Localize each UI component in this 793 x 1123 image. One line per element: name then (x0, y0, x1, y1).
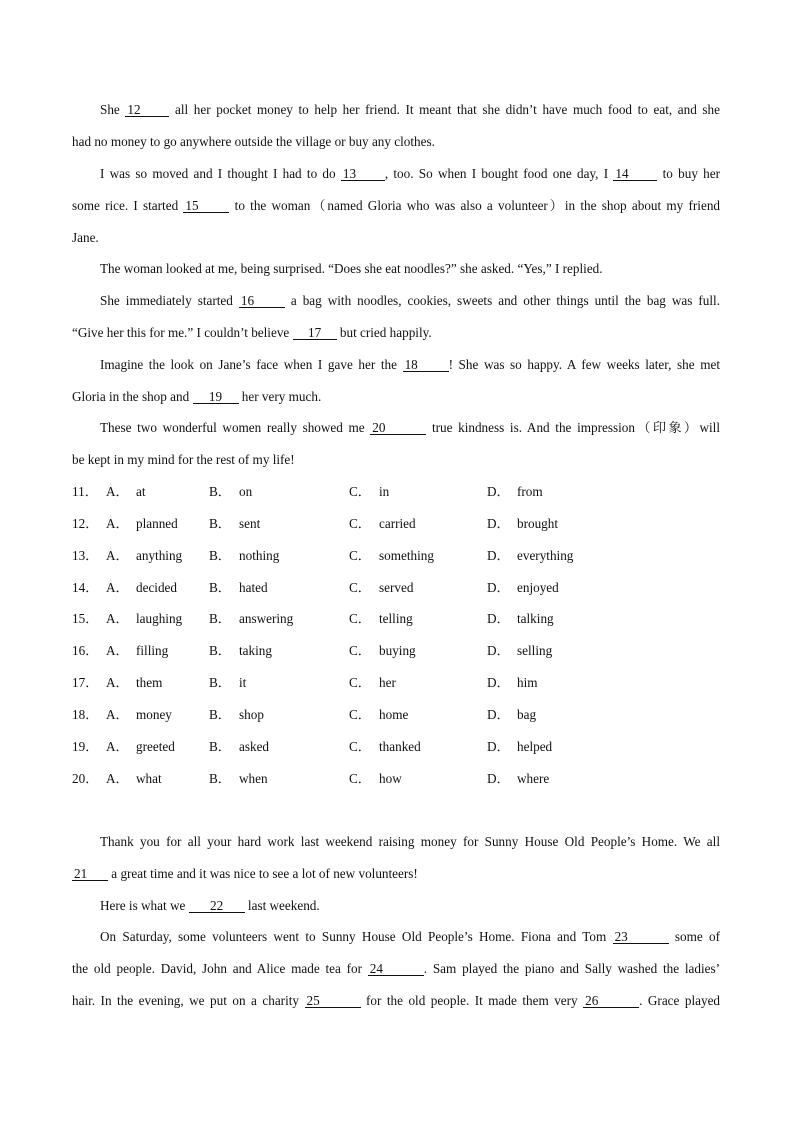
blank-14[interactable]: 14 (613, 167, 657, 181)
question-option-b[interactable] (209, 675, 246, 691)
option-label: A． (106, 515, 129, 531)
option-text: bag (517, 706, 537, 722)
question-option-b[interactable] (209, 580, 268, 596)
option-text: selling (517, 643, 553, 659)
option-text: thanked (379, 738, 421, 754)
passage1-line-2: had no money to go anywhere outside the village or buy any clothes. (72, 134, 435, 149)
option-text: her (379, 675, 396, 691)
question-number: 20． (72, 770, 99, 786)
question-option-a[interactable] (72, 675, 162, 691)
question-option-a[interactable] (72, 643, 168, 659)
blank-20[interactable]: 20 (370, 421, 426, 435)
option-label: C． (349, 611, 371, 627)
option-label: B． (209, 547, 231, 563)
option-label: A． (106, 770, 129, 786)
option-label: B． (209, 706, 231, 722)
option-text: planned (136, 515, 178, 531)
question-option-a[interactable] (72, 739, 175, 755)
question-option-c[interactable] (349, 484, 389, 500)
option-label: A． (106, 675, 129, 691)
option-label: D． (487, 579, 510, 595)
question-option-a[interactable] (72, 580, 177, 596)
option-label: A． (106, 738, 129, 754)
question-option-d[interactable] (487, 580, 559, 596)
question-number: 15． (72, 611, 99, 627)
option-label: B． (209, 515, 231, 531)
question-row (72, 643, 720, 659)
option-text: sent (239, 515, 261, 531)
question-number: 11． (72, 484, 98, 499)
option-label: D． (487, 484, 510, 499)
option-label: C． (349, 770, 371, 786)
question-row (72, 548, 720, 564)
question-row (72, 484, 720, 500)
option-text: home (379, 706, 409, 722)
question-option-b[interactable] (209, 611, 293, 627)
option-label: C． (349, 706, 371, 722)
option-text: telling (379, 611, 413, 627)
option-label: A． (106, 706, 129, 722)
question-option-d[interactable] (487, 739, 552, 755)
option-text: buying (379, 643, 416, 659)
question-option-d[interactable] (487, 707, 536, 723)
option-text: helped (517, 738, 553, 754)
blank-26[interactable]: 26 (583, 994, 639, 1008)
question-number: 19． (72, 738, 99, 754)
option-text: it (239, 675, 247, 691)
option-label: D． (487, 770, 510, 786)
option-label: B． (209, 643, 231, 659)
option-text: everything (517, 547, 574, 563)
option-text: carried (379, 515, 416, 531)
option-text: filling (136, 643, 169, 659)
question-row (72, 580, 720, 596)
passage1-line-11: These two wonderful women really showed me 20 true kindness is. And the impression（印象）will (100, 420, 720, 435)
question-option-a[interactable] (72, 771, 162, 787)
question-number: 13． (72, 547, 99, 563)
option-label: B． (209, 611, 231, 627)
passage2-line-3: Here is what we 22 last weekend. (100, 898, 320, 913)
option-label: B． (209, 738, 231, 754)
option-text: laughing (136, 611, 183, 627)
passage1-line-1: She 12 all her pocket money to help her friend. It meant that she didn’t have much food to eat, and she (100, 102, 721, 117)
blank-17[interactable]: 17 (293, 326, 337, 340)
blank-19[interactable]: 19 (193, 390, 239, 404)
option-label: C． (349, 547, 371, 563)
question-option-b[interactable] (209, 771, 268, 787)
option-text: served (379, 579, 414, 595)
blank-12[interactable]: 12 (125, 103, 169, 117)
question-option-a[interactable] (72, 548, 182, 564)
question-row (72, 516, 720, 532)
question-option-b[interactable] (209, 643, 272, 659)
question-option-c[interactable] (349, 516, 416, 532)
passage1-line-3: I was so moved and I thought I had to do 13 , too. So when I bought food one day, I 14 to buy her (100, 166, 720, 181)
option-label: A． (106, 547, 129, 563)
question-option-b[interactable] (209, 484, 252, 500)
option-text: from (517, 484, 543, 499)
blank-16[interactable]: 16 (239, 294, 285, 308)
option-text: money (136, 706, 172, 722)
blank-15[interactable]: 15 (183, 199, 229, 213)
question-option-a[interactable] (72, 707, 172, 723)
question-option-b[interactable] (209, 707, 264, 723)
passage1-line-9: Imagine the look on Jane’s face when I gave her the 18 ! She was so happy. A few weeks later, she met (100, 357, 720, 372)
passage2-line-6: hair. In the evening, we put on a charity 25 for the old people. It made them very 26 . Grace played (72, 993, 721, 1008)
option-text: where (517, 770, 550, 786)
question-option-b[interactable] (209, 516, 260, 532)
passage1-line-8: “Give her this for me.” I couldn’t believe 17 but cried happily. (72, 325, 432, 340)
passage1-line-12: be kept in my mind for the rest of my life! (72, 452, 295, 467)
question-number: 14． (72, 579, 99, 595)
blank-18[interactable]: 18 (403, 358, 449, 372)
option-label: D． (487, 706, 510, 722)
option-text: anything (136, 547, 183, 563)
question-option-c[interactable] (349, 771, 402, 787)
question-option-a[interactable] (72, 611, 182, 627)
passage2-line-2: 21 a great time and it was nice to see a lot of new volunteers! (74, 866, 418, 881)
question-option-d[interactable] (487, 643, 552, 659)
question-option-a[interactable] (72, 484, 146, 500)
question-row (72, 771, 720, 787)
option-label: A． (106, 611, 129, 627)
question-option-c[interactable] (349, 643, 416, 659)
option-label: D． (487, 547, 510, 563)
question-option-d[interactable] (487, 484, 543, 500)
option-label: D． (487, 611, 510, 627)
question-option-c[interactable] (349, 548, 434, 564)
option-label: B． (209, 770, 231, 786)
question-row (72, 739, 720, 755)
question-row (72, 611, 720, 627)
option-label: C． (349, 515, 371, 531)
option-label: A． (106, 643, 129, 659)
option-label: D． (487, 738, 510, 754)
blank-13[interactable]: 13 (341, 167, 385, 181)
option-text: what (136, 770, 162, 786)
option-label: A． (106, 484, 129, 499)
question-option-d[interactable] (487, 516, 558, 532)
option-text: brought (517, 515, 559, 531)
option-label: B． (209, 484, 231, 499)
question-option-a[interactable] (72, 516, 178, 532)
option-text: something (379, 547, 434, 563)
option-text: taking (239, 643, 272, 659)
blank-22[interactable]: 22 (189, 899, 245, 913)
question-option-c[interactable] (349, 739, 421, 755)
option-text: decided (136, 579, 178, 595)
question-option-c[interactable] (349, 675, 396, 691)
question-option-b[interactable] (209, 739, 269, 755)
passage1-line-7: She immediately started 16 a bag with noodles, cookies, sweets and other things until the bag was full. (100, 293, 720, 308)
option-label: D． (487, 675, 510, 691)
question-option-d[interactable] (487, 675, 538, 691)
question-option-c[interactable] (349, 580, 413, 596)
question-option-b[interactable] (209, 548, 279, 564)
question-row (72, 675, 720, 691)
passage1-line-5: Jane. (72, 230, 99, 245)
option-label: C． (349, 484, 371, 499)
option-text: at (136, 484, 146, 499)
question-number: 17． (72, 675, 99, 691)
option-text: on (239, 484, 253, 499)
question-number: 18． (72, 706, 99, 722)
option-label: A． (106, 579, 129, 595)
option-label: C． (349, 675, 371, 691)
question-number: 12． (72, 515, 99, 531)
option-text: them (136, 675, 163, 691)
passage2-line-5: the old people. David, John and Alice made tea for 24 . Sam played the piano and Sally washed the ladies’ (72, 961, 721, 976)
option-text: in (379, 484, 390, 499)
option-label: B． (209, 675, 231, 691)
blank-25[interactable]: 25 (305, 994, 361, 1008)
option-text: greeted (136, 738, 175, 754)
question-row (72, 707, 720, 723)
option-label: C． (349, 738, 371, 754)
question-number: 16． (72, 643, 99, 659)
option-label: C． (349, 643, 371, 659)
option-text: when (239, 770, 268, 786)
option-text: talking (517, 611, 554, 627)
blank-23[interactable]: 23 (613, 930, 669, 944)
option-text: asked (239, 738, 270, 754)
option-text: hated (239, 579, 268, 595)
question-option-d[interactable] (487, 771, 549, 787)
option-text: him (517, 675, 538, 691)
option-text: enjoyed (517, 579, 559, 595)
question-option-c[interactable] (349, 611, 413, 627)
option-label: B． (209, 579, 231, 595)
option-label: C． (349, 579, 371, 595)
question-option-d[interactable] (487, 548, 573, 564)
passage2-line-4: On Saturday, some volunteers went to Sunny House Old People’s Home. Fiona and Tom 23 some of (100, 929, 721, 944)
passage1-line-10: Gloria in the shop and 19 her very much. (72, 389, 322, 404)
passage1-line-4: some rice. I started 15 to the woman（named Gloria who was also a volunteer）in the shop about my friend (72, 198, 721, 213)
blank-24[interactable]: 24 (368, 962, 424, 976)
option-text: nothing (239, 547, 280, 563)
question-option-c[interactable] (349, 707, 408, 723)
option-label: D． (487, 643, 510, 659)
passage1-line-6: The woman looked at me, being surprised. “Does she eat noodles?” she asked. “Yes,” I replied. (100, 261, 603, 276)
passage2-line-1: Thank you for all your hard work last weekend raising money for Sunny House Old People’s Home. We all (100, 834, 720, 849)
option-label: D． (487, 515, 510, 531)
question-option-d[interactable] (487, 611, 554, 627)
option-text: how (379, 770, 402, 786)
option-text: shop (239, 706, 264, 722)
option-text: answering (239, 611, 294, 627)
blank-21[interactable]: 21 (72, 867, 108, 881)
